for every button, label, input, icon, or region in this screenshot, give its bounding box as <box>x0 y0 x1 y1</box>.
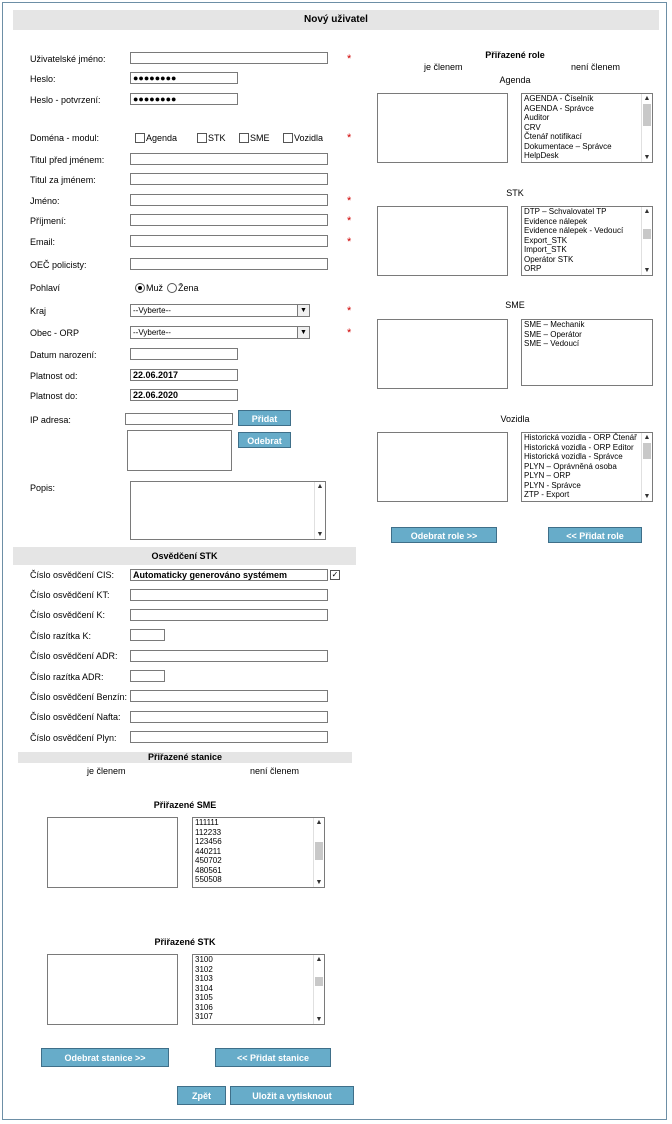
nafta-label: Číslo osvědčení Nafta: <box>30 712 121 722</box>
cis-input[interactable]: Automaticky generováno systémem <box>130 569 328 581</box>
list-item[interactable]: Dokumentace – Správce <box>524 141 612 151</box>
scroll-up-icon[interactable]: ▲ <box>643 95 651 102</box>
firstname-label: Jméno: <box>30 196 60 206</box>
list-item[interactable]: AGENDA - Číselník <box>524 94 594 103</box>
gender-female-radio[interactable] <box>167 283 177 293</box>
roles-group-vozidla-title: Vozidla <box>500 414 530 424</box>
list-scrollbar[interactable] <box>641 207 652 275</box>
stk-stations-title: Přiřazené STK <box>154 937 216 947</box>
scroll-down-icon[interactable]: ▼ <box>643 267 651 274</box>
title-after-label: Titul za jménem: <box>30 175 96 185</box>
list-item[interactable]: 3106 <box>195 1002 213 1012</box>
list-item[interactable]: Čtenář notifikací <box>524 132 582 141</box>
gender-male-radio[interactable] <box>135 283 145 293</box>
chevron-down-icon[interactable]: ▼ <box>297 327 309 338</box>
region-select-value: --Vyberte-- <box>133 306 171 315</box>
add-stations-button[interactable]: << Přidat stanice <box>215 1048 331 1067</box>
scroll-up-icon[interactable]: ▲ <box>643 208 651 215</box>
benzin-label: Číslo osvědčení Benzín: <box>30 692 128 702</box>
list-item[interactable]: PLYN – ORP <box>524 471 571 480</box>
domain-agenda-label: Agenda <box>146 133 178 143</box>
stamp-adr-input[interactable] <box>130 670 165 682</box>
list-item[interactable]: DTP – Schvalovatel TP <box>524 207 607 216</box>
municipality-select-value: --Vyberte-- <box>133 328 171 337</box>
stamp-adr-label: Číslo razítka ADR: <box>30 672 104 682</box>
stamp-k-label: Číslo razítka K: <box>30 631 92 641</box>
stations-is-member-label: je členem <box>87 766 126 776</box>
list-item[interactable]: 112233 <box>195 827 222 837</box>
required-mark: * <box>347 327 352 339</box>
required-mark: * <box>347 132 352 144</box>
adr-input[interactable] <box>130 650 328 662</box>
domain-stk-checkbox[interactable] <box>197 133 207 143</box>
list-item[interactable]: 3107 <box>195 1012 213 1021</box>
stations-section-title: Přiřazené stanice <box>18 752 352 763</box>
add-roles-button[interactable]: << Přidat role <box>548 527 642 543</box>
stamp-k-input[interactable] <box>130 629 165 641</box>
roles-group-agenda-title: Agenda <box>499 75 531 85</box>
list-item[interactable]: Operátor STK <box>524 254 574 264</box>
list-item[interactable]: Auditor <box>524 113 550 122</box>
stk-cert-section-title: Osvědčení STK <box>13 547 356 565</box>
valid-to-label: Platnost do: <box>30 391 78 401</box>
birthdate-label: Datum narození: <box>30 350 97 360</box>
required-mark: * <box>347 236 352 248</box>
list-item[interactable]: Export_STK <box>524 235 568 245</box>
list-scrollbar[interactable] <box>641 433 652 501</box>
domain-label: Doména - modul: <box>30 133 100 143</box>
scroll-up-icon[interactable]: ▲ <box>316 483 324 490</box>
required-mark: * <box>347 195 352 207</box>
region-select[interactable] <box>130 304 310 317</box>
list-item[interactable]: Historická vozidla - ORP Editor <box>524 442 634 452</box>
benzin-input[interactable] <box>130 690 328 702</box>
domain-sme-checkbox[interactable] <box>239 133 249 143</box>
roles-stk-available-list[interactable] <box>521 206 653 276</box>
plyn-input[interactable] <box>130 731 328 743</box>
list-item[interactable]: 480561 <box>195 865 222 875</box>
chevron-down-icon[interactable]: ▼ <box>297 305 309 316</box>
scroll-down-icon[interactable]: ▼ <box>316 531 324 538</box>
municipality-label: Obec - ORP <box>30 328 80 338</box>
birthdate-input[interactable] <box>130 348 238 360</box>
required-mark: * <box>347 305 352 317</box>
scroll-down-icon[interactable]: ▼ <box>315 879 323 886</box>
scroll-down-icon[interactable]: ▼ <box>315 1016 323 1023</box>
firstname-input[interactable] <box>130 194 328 206</box>
cis-auto-checkbox[interactable]: ✓ <box>331 570 339 579</box>
password-input[interactable]: ●●●●●●●● <box>130 72 238 84</box>
list-item[interactable]: SME – Operátor <box>524 329 582 339</box>
roles-stk-member-list[interactable] <box>377 206 508 276</box>
scroll-thumb[interactable] <box>315 977 323 986</box>
sme-available-list[interactable] <box>192 817 325 888</box>
roles-not-member-label: není členem <box>571 62 621 72</box>
list-item[interactable]: Evidence nálepek - Vedoucí <box>524 226 624 235</box>
scroll-thumb[interactable] <box>315 842 323 860</box>
back-button[interactable]: Zpět <box>177 1086 226 1105</box>
list-item[interactable]: AGENDA - Správce <box>524 103 594 113</box>
email-label: Email: <box>30 237 56 247</box>
ip-remove-button[interactable]: Odebrat <box>238 432 291 448</box>
username-input[interactable] <box>130 52 328 64</box>
list-item[interactable]: SME – Mechanik <box>524 320 585 329</box>
scroll-down-icon[interactable]: ▼ <box>643 493 651 500</box>
domain-agenda-checkbox[interactable] <box>135 133 145 143</box>
password-label: Heslo: <box>30 74 56 84</box>
list-item[interactable]: HelpDesk <box>524 151 559 160</box>
list-scrollbar[interactable] <box>313 818 324 887</box>
lastname-label: Příjmení: <box>30 216 67 226</box>
title-before-label: Titul před jménem: <box>30 155 105 165</box>
ip-label: IP adresa: <box>30 415 71 425</box>
scroll-thumb[interactable] <box>643 229 651 239</box>
domain-sme-label: SME <box>250 133 270 143</box>
scroll-thumb[interactable] <box>643 104 651 126</box>
scroll-thumb[interactable] <box>643 443 651 459</box>
ip-add-button[interactable]: Přidat <box>238 410 291 426</box>
list-item[interactable]: 550508 <box>195 875 222 884</box>
scroll-up-icon[interactable]: ▲ <box>643 434 651 441</box>
valid-from-input[interactable]: 22.06.2017 <box>130 369 238 381</box>
stations-not-member-label: není členem <box>250 766 300 776</box>
ip-list[interactable] <box>127 430 232 471</box>
password-confirm-input[interactable]: ●●●●●●●● <box>130 93 238 105</box>
valid-to-input[interactable]: 22.06.2020 <box>130 389 238 401</box>
stk-member-list[interactable] <box>47 954 178 1025</box>
roles-sme-member-list[interactable] <box>377 319 508 389</box>
list-item[interactable]: PLYN – Oprávněná osoba <box>524 461 617 471</box>
title-before-input[interactable] <box>130 153 328 165</box>
remove-stations-button[interactable]: Odebrat stanice >> <box>41 1048 169 1067</box>
list-item[interactable]: PLYN - Správce <box>524 480 581 490</box>
lastname-input[interactable] <box>130 214 328 226</box>
scroll-up-icon[interactable]: ▲ <box>315 819 323 826</box>
kt-label: Číslo osvědčení KT: <box>30 590 110 600</box>
adr-label: Číslo osvědčení ADR: <box>30 651 118 661</box>
roles-is-member-label: je členem <box>424 62 463 72</box>
ip-input[interactable] <box>125 413 233 425</box>
oec-input[interactable] <box>130 258 328 270</box>
list-item[interactable]: 111111 <box>195 818 219 827</box>
list-item[interactable]: Historická vozidla - ORP Čtenář <box>524 433 637 442</box>
domain-stk-label: STK <box>208 133 226 143</box>
list-item[interactable]: CRV <box>524 122 541 132</box>
list-scrollbar[interactable] <box>641 94 652 162</box>
scroll-up-icon[interactable]: ▲ <box>315 956 323 963</box>
username-label: Uživatelské jméno: <box>30 54 106 64</box>
list-item[interactable]: Evidence nálepek <box>524 216 588 226</box>
roles-title: Přiřazené role <box>485 50 545 60</box>
list-item[interactable]: ORP <box>524 264 542 273</box>
oec-label: OEČ policisty: <box>30 260 87 270</box>
gender-male-label: Muž <box>146 283 164 293</box>
note-textarea[interactable] <box>130 481 326 540</box>
sme-member-list[interactable] <box>47 817 178 888</box>
title-after-input[interactable] <box>130 173 328 185</box>
roles-agenda-member-list[interactable] <box>377 93 508 163</box>
list-item[interactable]: 440211 <box>195 846 222 856</box>
sme-stations-title: Přiřazené SME <box>153 800 217 810</box>
list-item[interactable]: Import_STK <box>524 245 567 254</box>
k-input[interactable] <box>130 609 328 621</box>
roles-vozidla-available-list[interactable] <box>521 432 653 502</box>
remove-roles-button[interactable]: Odebrat role >> <box>391 527 497 543</box>
list-item[interactable]: 3102 <box>195 964 213 974</box>
roles-sme-available-list[interactable] <box>521 319 653 386</box>
list-item[interactable]: Historická vozidla - Správce <box>524 452 623 461</box>
page-title: Nový uživatel <box>13 10 659 30</box>
required-mark: * <box>347 53 352 65</box>
note-scrollbar[interactable] <box>314 482 325 539</box>
plyn-label: Číslo osvědčení Plyn: <box>30 733 117 743</box>
list-item[interactable]: 3103 <box>195 974 213 983</box>
list-scrollbar[interactable] <box>313 955 324 1024</box>
email-input[interactable] <box>130 235 328 247</box>
cis-label: Číslo osvědčení CIS: <box>30 570 115 580</box>
list-item[interactable]: 450702 <box>195 856 222 865</box>
list-item[interactable]: SME – Vedoucí <box>524 339 580 348</box>
k-label: Číslo osvědčení K: <box>30 610 106 620</box>
roles-group-stk-title: STK <box>506 188 524 198</box>
roles-group-sme-title: SME <box>505 300 525 310</box>
nafta-input[interactable] <box>130 711 328 723</box>
scroll-down-icon[interactable]: ▼ <box>643 154 651 161</box>
password-confirm-label: Heslo - potvrzení: <box>30 95 101 105</box>
roles-agenda-available-list[interactable] <box>521 93 653 163</box>
list-item[interactable]: 123456 <box>195 837 222 846</box>
domain-vozidla-label: Vozidla <box>294 133 324 143</box>
stk-available-list[interactable] <box>192 954 325 1025</box>
domain-vozidla-checkbox[interactable] <box>283 133 293 143</box>
list-item[interactable]: 3104 <box>195 983 213 993</box>
required-mark: * <box>347 215 352 227</box>
list-item[interactable]: 3105 <box>195 993 213 1002</box>
list-item[interactable]: ZTP - Export <box>524 490 570 499</box>
valid-from-label: Platnost od: <box>30 371 78 381</box>
list-item[interactable]: 3100 <box>195 955 213 964</box>
gender-label: Pohlaví <box>30 283 61 293</box>
note-label: Popis: <box>30 483 56 493</box>
save-and-print-button[interactable]: Uložit a vytisknout <box>230 1086 354 1105</box>
kt-input[interactable] <box>130 589 328 601</box>
region-label: Kraj <box>30 306 47 316</box>
roles-vozidla-member-list[interactable] <box>377 432 508 502</box>
municipality-select[interactable] <box>130 326 310 339</box>
gender-female-label: Žena <box>178 283 199 293</box>
